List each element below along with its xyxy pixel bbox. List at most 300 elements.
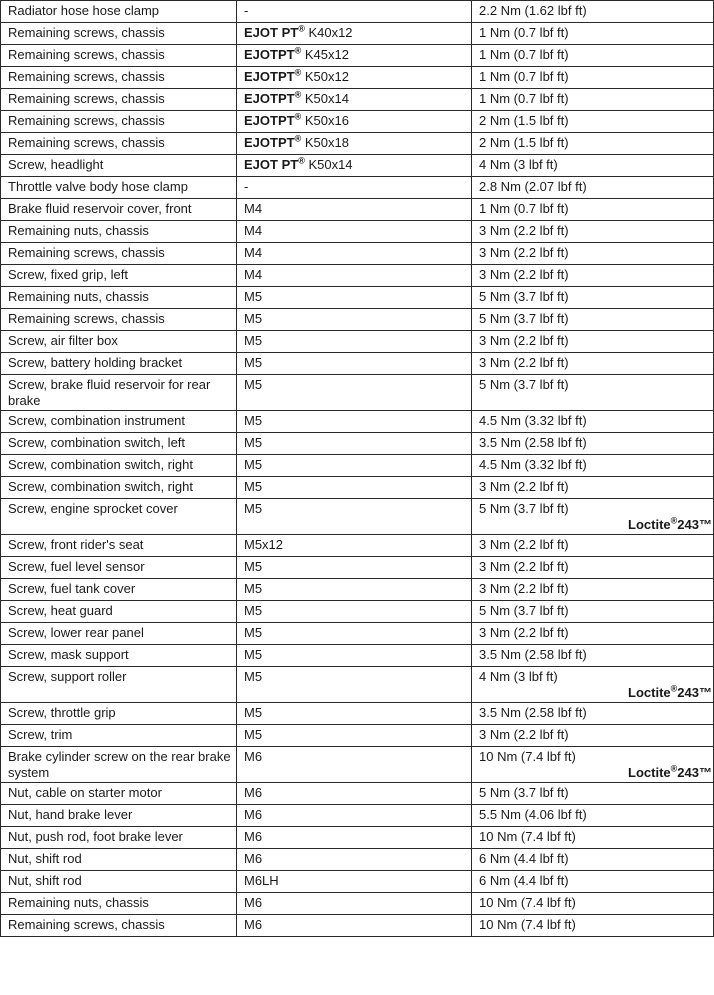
thread-size: M5: [244, 501, 263, 516]
thread-cell: [237, 89, 472, 111]
brand-text: EJOTPT: [244, 135, 295, 150]
thread-size: M4: [244, 223, 263, 238]
table-row: [1, 67, 714, 89]
thread-cell: [237, 645, 472, 667]
torque-cell: [472, 265, 714, 287]
torque-value: 3 Nm (2.2 lbf ft): [479, 559, 569, 574]
table-row: [1, 133, 714, 155]
registered-mark: ®: [670, 683, 678, 694]
thread-cell: [237, 243, 472, 265]
thread-size: M5: [244, 479, 263, 494]
registered-mark: ®: [294, 89, 302, 100]
thread-cell: [237, 331, 472, 353]
loctite-grade: 243™: [677, 765, 712, 780]
part-name: Screw, fuel tank cover: [8, 581, 136, 596]
thread-cell: [237, 411, 472, 433]
thread-cell: [237, 623, 472, 645]
torque-value: 3 Nm (2.2 lbf ft): [479, 479, 569, 494]
thread-size: M4: [244, 267, 263, 282]
part-name: Remaining screws, chassis: [8, 47, 165, 62]
thread-size: M5: [244, 727, 263, 742]
part-cell: [1, 45, 237, 67]
torque-value: 5 Nm (3.7 lbf ft): [479, 501, 569, 516]
part-cell: [1, 1, 237, 23]
part-cell: [1, 805, 237, 827]
part-cell: [1, 67, 237, 89]
part-cell: [1, 703, 237, 725]
brand-text: EJOT PT: [244, 25, 299, 40]
part-cell: [1, 783, 237, 805]
part-name: Screw, combination switch, right: [8, 479, 193, 494]
part-name: Screw, lower rear panel: [8, 625, 144, 640]
torque-value: 2.8 Nm (2.07 lbf ft): [479, 179, 587, 194]
part-cell: [1, 601, 237, 623]
thread-size: M5: [244, 289, 263, 304]
thread-size: M5: [244, 559, 263, 574]
part-cell: [1, 89, 237, 111]
thread-cell: [237, 579, 472, 601]
part-name: Remaining screws, chassis: [8, 69, 165, 84]
thread-size: M6: [244, 895, 263, 910]
registered-mark: ®: [294, 67, 302, 78]
torque-value: 10 Nm (7.4 lbf ft): [479, 895, 576, 910]
part-cell: [1, 499, 237, 535]
torque-value: 3 Nm (2.2 lbf ft): [479, 267, 569, 282]
torque-value: 10 Nm (7.4 lbf ft): [479, 917, 576, 932]
part-cell: [1, 155, 237, 177]
part-cell: [1, 623, 237, 645]
table-row: [1, 199, 714, 221]
thread-size: M5: [244, 603, 263, 618]
part-cell: [1, 411, 237, 433]
thread-size: M6: [244, 807, 263, 822]
thread-cell: [237, 309, 472, 331]
loctite-name: Loctite: [628, 685, 671, 700]
torque-table-body: [1, 1, 714, 937]
thread-cell: [237, 667, 472, 703]
torque-value: 2 Nm (1.5 lbf ft): [479, 113, 569, 128]
part-name: Remaining screws, chassis: [8, 245, 165, 260]
thread-cell: [237, 221, 472, 243]
part-name: Nut, hand brake lever: [8, 807, 133, 822]
part-cell: [1, 309, 237, 331]
torque-value: 3 Nm (2.2 lbf ft): [479, 245, 569, 260]
table-row: [1, 177, 714, 199]
torque-value: 3.5 Nm (2.58 lbf ft): [479, 435, 587, 450]
part-name: Throttle valve body hose clamp: [8, 179, 188, 194]
torque-value: 3 Nm (2.2 lbf ft): [479, 223, 569, 238]
torque-cell: [472, 221, 714, 243]
brand-name: [244, 91, 301, 106]
torque-cell: [472, 849, 714, 871]
part-name: Remaining nuts, chassis: [8, 223, 149, 238]
thread-size: M5: [244, 625, 263, 640]
torque-value: 1 Nm (0.7 lbf ft): [479, 69, 569, 84]
thread-cell: [237, 871, 472, 893]
part-name: Remaining nuts, chassis: [8, 895, 149, 910]
torque-cell: [472, 703, 714, 725]
part-name: Nut, cable on starter motor: [8, 785, 162, 800]
torque-cell: [472, 601, 714, 623]
table-row: [1, 871, 714, 893]
thread-size: -: [244, 3, 249, 18]
thread-cell: [237, 601, 472, 623]
thread-size: K50x12: [301, 69, 349, 84]
thread-size: M6: [244, 749, 263, 764]
brand-text: EJOT PT: [244, 157, 299, 172]
part-name: Remaining screws, chassis: [8, 113, 165, 128]
thread-cell: [237, 849, 472, 871]
table-row: [1, 703, 714, 725]
thread-cell: [237, 557, 472, 579]
part-name: Brake cylinder screw on the rear brake system: [8, 749, 231, 780]
brand-name: [244, 113, 301, 128]
torque-value: 5.5 Nm (4.06 lbf ft): [479, 807, 587, 822]
table-row: [1, 499, 714, 535]
thread-cell: [237, 353, 472, 375]
torque-value: 1 Nm (0.7 lbf ft): [479, 25, 569, 40]
torque-value: 3 Nm (2.2 lbf ft): [479, 625, 569, 640]
torque-cell: [472, 667, 714, 703]
brand-text: EJOTPT: [244, 47, 295, 62]
thread-cell: [237, 111, 472, 133]
part-name: Remaining screws, chassis: [8, 91, 165, 106]
torque-value: 3.5 Nm (2.58 lbf ft): [479, 705, 587, 720]
thread-size: M5: [244, 647, 263, 662]
thread-size: K40x12: [304, 25, 353, 40]
torque-value: 4 Nm (3 lbf ft): [479, 157, 558, 172]
loctite-note: [479, 685, 712, 701]
torque-cell: [472, 893, 714, 915]
thread-size: K45x12: [301, 47, 349, 62]
table-row: [1, 849, 714, 871]
torque-value: 6 Nm (4.4 lbf ft): [479, 851, 569, 866]
torque-cell: [472, 23, 714, 45]
loctite-note: [479, 517, 712, 533]
table-row: [1, 893, 714, 915]
thread-size: M5: [244, 377, 263, 392]
thread-size: M6: [244, 829, 263, 844]
torque-cell: [472, 243, 714, 265]
part-name: Screw, combination switch, left: [8, 435, 186, 450]
thread-size: M5: [244, 581, 263, 596]
thread-size: -: [244, 179, 249, 194]
torque-value: 3 Nm (2.2 lbf ft): [479, 355, 569, 370]
thread-size: M6: [244, 917, 263, 932]
thread-cell: [237, 915, 472, 937]
loctite-name: Loctite: [628, 765, 671, 780]
thread-cell: [237, 499, 472, 535]
part-cell: [1, 645, 237, 667]
table-row: [1, 827, 714, 849]
thread-cell: [237, 433, 472, 455]
part-name: Screw, fuel level sensor: [8, 559, 145, 574]
part-name: Screw, throttle grip: [8, 705, 116, 720]
table-row: [1, 535, 714, 557]
thread-cell: [237, 455, 472, 477]
thread-cell: [237, 45, 472, 67]
torque-value: 2 Nm (1.5 lbf ft): [479, 135, 569, 150]
torque-cell: [472, 433, 714, 455]
part-name: Screw, support roller: [8, 669, 127, 684]
torque-value: 1 Nm (0.7 lbf ft): [479, 91, 569, 106]
table-row: [1, 375, 714, 411]
part-name: Screw, brake fluid reservoir for rear brake: [8, 377, 211, 408]
part-name: Screw, combination switch, right: [8, 457, 193, 472]
table-row: [1, 23, 714, 45]
brand-name: [244, 157, 305, 172]
registered-mark: ®: [294, 111, 302, 122]
table-row: [1, 725, 714, 747]
part-cell: [1, 455, 237, 477]
brand-name: [244, 25, 305, 40]
table-row: [1, 265, 714, 287]
part-cell: [1, 667, 237, 703]
part-name: Screw, front rider's seat: [8, 537, 144, 552]
table-row: [1, 623, 714, 645]
part-name: Radiator hose hose clamp: [8, 3, 160, 18]
part-cell: [1, 23, 237, 45]
thread-size: M5: [244, 457, 263, 472]
registered-mark: ®: [670, 515, 678, 526]
table-row: [1, 455, 714, 477]
torque-cell: [472, 783, 714, 805]
torque-value: 3 Nm (2.2 lbf ft): [479, 581, 569, 596]
table-row: [1, 243, 714, 265]
registered-mark: ®: [294, 45, 302, 56]
table-row: [1, 645, 714, 667]
torque-cell: [472, 499, 714, 535]
table-row: [1, 667, 714, 703]
registered-mark: ®: [298, 155, 305, 166]
torque-value: 3 Nm (2.2 lbf ft): [479, 333, 569, 348]
torque-cell: [472, 915, 714, 937]
table-row: [1, 477, 714, 499]
torque-cell: [472, 623, 714, 645]
torque-cell: [472, 287, 714, 309]
torque-value: 5 Nm (3.7 lbf ft): [479, 785, 569, 800]
thread-cell: [237, 133, 472, 155]
loctite-note: [479, 765, 712, 781]
torque-cell: [472, 45, 714, 67]
thread-cell: [237, 177, 472, 199]
registered-mark: ®: [294, 133, 302, 144]
table-row: [1, 579, 714, 601]
thread-cell: [237, 155, 472, 177]
torque-cell: [472, 309, 714, 331]
torque-cell: [472, 353, 714, 375]
part-name: Screw, trim: [8, 727, 73, 742]
brand-text: EJOTPT: [244, 69, 295, 84]
registered-mark: ®: [298, 23, 305, 34]
thread-cell: [237, 535, 472, 557]
torque-cell: [472, 331, 714, 353]
thread-size: K50x18: [301, 135, 349, 150]
torque-value: 2.2 Nm (1.62 lbf ft): [479, 3, 587, 18]
thread-cell: [237, 265, 472, 287]
thread-cell: [237, 725, 472, 747]
part-name: Remaining screws, chassis: [8, 135, 165, 150]
thread-size: M5: [244, 355, 263, 370]
thread-size: M5: [244, 705, 263, 720]
torque-cell: [472, 535, 714, 557]
part-name: Screw, mask support: [8, 647, 129, 662]
thread-cell: [237, 827, 472, 849]
table-row: [1, 287, 714, 309]
part-name: Screw, fixed grip, left: [8, 267, 128, 282]
torque-value: 1 Nm (0.7 lbf ft): [479, 201, 569, 216]
part-name: Screw, headlight: [8, 157, 104, 172]
part-cell: [1, 557, 237, 579]
part-name: Remaining screws, chassis: [8, 917, 165, 932]
thread-cell: [237, 783, 472, 805]
part-cell: [1, 747, 237, 783]
table-row: [1, 45, 714, 67]
part-cell: [1, 265, 237, 287]
table-row: [1, 747, 714, 783]
part-cell: [1, 871, 237, 893]
torque-cell: [472, 67, 714, 89]
torque-cell: [472, 89, 714, 111]
table-row: [1, 1, 714, 23]
torque-cell: [472, 133, 714, 155]
table-row: [1, 331, 714, 353]
brand-name: [244, 69, 301, 84]
torque-value: 4.5 Nm (3.32 lbf ft): [479, 457, 587, 472]
part-cell: [1, 353, 237, 375]
part-name: Screw, combination instrument: [8, 413, 186, 428]
thread-size: M4: [244, 245, 263, 260]
part-cell: [1, 893, 237, 915]
brand-name: [244, 135, 301, 150]
thread-cell: [237, 893, 472, 915]
torque-value: 10 Nm (7.4 lbf ft): [479, 829, 576, 844]
torque-cell: [472, 645, 714, 667]
part-cell: [1, 477, 237, 499]
table-row: [1, 353, 714, 375]
thread-cell: [237, 703, 472, 725]
part-cell: [1, 199, 237, 221]
torque-cell: [472, 1, 714, 23]
torque-cell: [472, 177, 714, 199]
part-cell: [1, 375, 237, 411]
part-name: Screw, air filter box: [8, 333, 118, 348]
part-cell: [1, 915, 237, 937]
part-cell: [1, 535, 237, 557]
table-row: [1, 411, 714, 433]
part-name: Remaining screws, chassis: [8, 25, 165, 40]
torque-value: 5 Nm (3.7 lbf ft): [479, 311, 569, 326]
loctite-grade: 243™: [677, 685, 712, 700]
part-name: Nut, shift rod: [8, 851, 82, 866]
table-row: [1, 433, 714, 455]
thread-size: M5x12: [244, 537, 284, 552]
torque-cell: [472, 455, 714, 477]
thread-cell: [237, 805, 472, 827]
part-cell: [1, 287, 237, 309]
torque-cell: [472, 827, 714, 849]
part-name: Remaining screws, chassis: [8, 311, 165, 326]
thread-cell: [237, 477, 472, 499]
thread-cell: [237, 67, 472, 89]
loctite-grade: 243™: [677, 517, 712, 532]
thread-size: K50x16: [301, 113, 349, 128]
part-name: Screw, engine sprocket cover: [8, 501, 178, 516]
part-cell: [1, 111, 237, 133]
table-row: [1, 601, 714, 623]
table-row: [1, 557, 714, 579]
thread-cell: [237, 375, 472, 411]
table-row: [1, 89, 714, 111]
thread-size: M6: [244, 851, 263, 866]
part-name: Nut, push rod, foot brake lever: [8, 829, 183, 844]
torque-value: 5 Nm (3.7 lbf ft): [479, 289, 569, 304]
part-name: Remaining nuts, chassis: [8, 289, 149, 304]
thread-size: M5: [244, 435, 263, 450]
torque-cell: [472, 477, 714, 499]
part-cell: [1, 133, 237, 155]
thread-cell: [237, 747, 472, 783]
torque-cell: [472, 579, 714, 601]
registered-mark: ®: [670, 763, 678, 774]
torque-value: 5 Nm (3.7 lbf ft): [479, 377, 569, 392]
torque-value: 5 Nm (3.7 lbf ft): [479, 603, 569, 618]
table-row: [1, 221, 714, 243]
part-cell: [1, 849, 237, 871]
torque-value: 4 Nm (3 lbf ft): [479, 669, 558, 684]
part-name: Nut, shift rod: [8, 873, 82, 888]
part-cell: [1, 827, 237, 849]
torque-cell: [472, 111, 714, 133]
part-cell: [1, 331, 237, 353]
thread-size: M4: [244, 201, 263, 216]
thread-cell: [237, 287, 472, 309]
torque-cell: [472, 747, 714, 783]
torque-cell: [472, 411, 714, 433]
part-cell: [1, 579, 237, 601]
torque-value: 1 Nm (0.7 lbf ft): [479, 47, 569, 62]
thread-size: M5: [244, 413, 263, 428]
torque-value: 6 Nm (4.4 lbf ft): [479, 873, 569, 888]
torque-cell: [472, 199, 714, 221]
table-row: [1, 111, 714, 133]
torque-cell: [472, 155, 714, 177]
thread-size: M5: [244, 311, 263, 326]
torque-cell: [472, 871, 714, 893]
part-cell: [1, 725, 237, 747]
table-row: [1, 309, 714, 331]
torque-value: 3 Nm (2.2 lbf ft): [479, 727, 569, 742]
table-row: [1, 805, 714, 827]
brand-name: [244, 47, 301, 62]
torque-cell: [472, 805, 714, 827]
loctite-name: Loctite: [628, 517, 671, 532]
table-row: [1, 155, 714, 177]
thread-size: M5: [244, 333, 263, 348]
thread-cell: [237, 1, 472, 23]
torque-value: 10 Nm (7.4 lbf ft): [479, 749, 576, 764]
brand-text: EJOTPT: [244, 113, 295, 128]
torque-value: 3 Nm (2.2 lbf ft): [479, 537, 569, 552]
torque-cell: [472, 375, 714, 411]
table-row: [1, 783, 714, 805]
thread-size: M5: [244, 669, 263, 684]
part-cell: [1, 433, 237, 455]
thread-size: M6: [244, 785, 263, 800]
thread-cell: [237, 23, 472, 45]
part-name: Screw, heat guard: [8, 603, 113, 618]
part-name: Screw, battery holding bracket: [8, 355, 183, 370]
